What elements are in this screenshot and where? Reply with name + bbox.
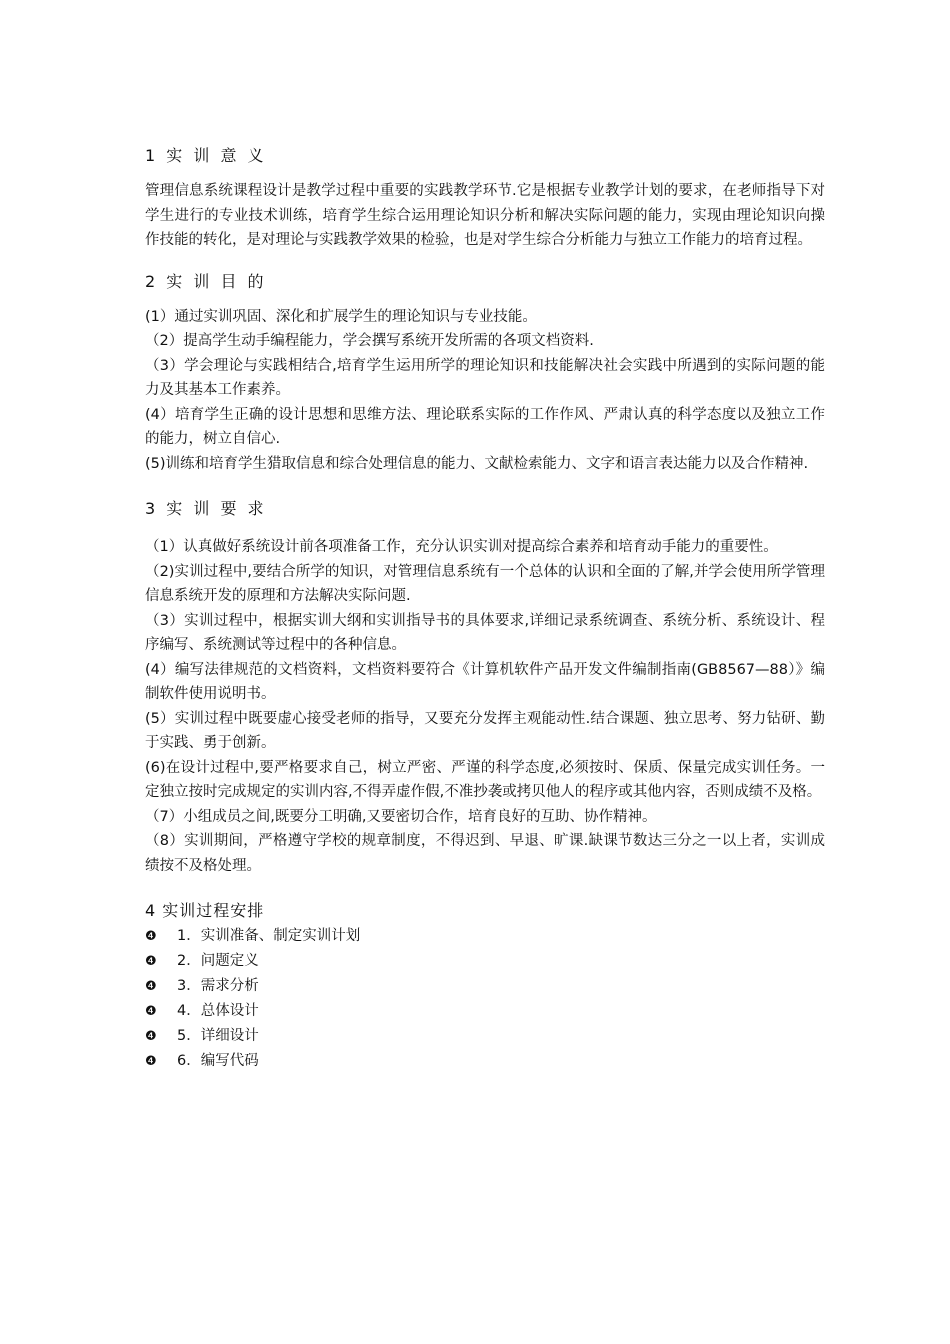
list-item: （8）实训期间，严格遵守学校的规章制度，不得迟到、早退、旷课.缺课节数达三分之一以上者，实训成绩按不及格处理。 [145, 833, 825, 874]
bullet-item [145, 924, 825, 949]
bullet-item-text: 3．需求分析 [177, 978, 259, 994]
section-2-list [145, 305, 825, 477]
list-item: （7）小组成员之间,既要分工明确,又要密切合作，培育良好的互助、协作精神。 [145, 808, 657, 825]
bullet-item-text: 1．实训准备、制定实训计划 [177, 928, 361, 944]
bullet-item [145, 1049, 825, 1074]
bullet-item [145, 1024, 825, 1049]
bullet-item-text: 4．总体设计 [177, 1003, 259, 1019]
document-page [145, 143, 825, 1074]
section-4-heading: 4 实训过程安排 [145, 901, 265, 920]
section-4-bullet-list [145, 924, 825, 1074]
list-item: （1）认真做好系统设计前各项准备工作，充分认识实训对提高综合素养和培育动手能力的重要性。 [145, 539, 778, 555]
section-1-heading: 1 实 训 意 义 [145, 146, 267, 165]
list-item: （3）实训过程中，根据实训大纲和实训指导书的具体要求,详细记录系统调查、系统分析、系统设计、程序编写、系统测试等过程中的各种信息。 [145, 612, 825, 653]
list-item: (4）编写法律规范的文档资料，文档资料要符合《计算机软件产品开发文件编制指南(GB8567—88）》编制软件使用说明书。 [145, 661, 825, 702]
bullet-item [145, 999, 825, 1024]
list-item: （3）学会理论与实践相结合,培育学生运用所学的理论知识和技能解决社会实践中所遇到的实际问题的能力及其基本工作素养。 [145, 357, 825, 398]
section-3-list [145, 535, 825, 878]
bullet-item-text: 2．问题定义 [177, 953, 259, 969]
bullet-item [145, 974, 825, 999]
bullet-item-text: 6．编写代码 [177, 1053, 259, 1069]
numbered-bullet-icon: ❹ [145, 1004, 157, 1019]
numbered-bullet-icon: ❹ [145, 1029, 157, 1044]
list-item: （2)实训过程中,要结合所学的知识，对管理信息系统有一个总体的认识和全面的了解,并学会使用所学管理信息系统开发的原理和方法解决实际问题. [145, 563, 825, 604]
section-1-paragraph: 管理信息系统课程设计是教学过程中重要的实践教学环节.它是根据专业教学计划的要求，在老师指导下对学生进行的专业技术训练，培育学生综合运用理论知识分析和解决实际问题的能力，实现由理论知识向操作技能的转化，是对理论与实践教学效果的检验，也是对学生综合分析能力与独立工作能力的培育过程。 [145, 183, 825, 248]
numbered-bullet-icon: ❹ [145, 954, 157, 969]
list-item: (5）实训过程中既要虚心接受老师的指导，又要充分发挥主观能动性.结合课题、独立思考、努力钻研、勤于实践、勇于创新。 [145, 710, 825, 751]
list-item: (4）培育学生正确的设计思想和思维方法、理论联系实际的工作作风、严肃认真的科学态度以及独立工作的能力，树立自信心. [145, 406, 825, 447]
list-item: (1）通过实训巩固、深化和扩展学生的理论知识与专业技能。 [145, 308, 537, 325]
section-2-heading: 2 实 训 目 的 [145, 271, 267, 291]
bullet-item [145, 949, 825, 974]
section-3-heading: 3 实 训 要 求 [145, 499, 267, 518]
numbered-bullet-icon: ❹ [145, 979, 157, 994]
numbered-bullet-icon: ❹ [145, 1054, 157, 1069]
list-item: (5)训练和培育学生猎取信息和综合处理信息的能力、文献检索能力、文字和语言表达能力以及合作精神. [145, 455, 809, 472]
bullet-item-text: 5．详细设计 [177, 1028, 259, 1044]
numbered-bullet-icon: ❹ [145, 929, 157, 944]
list-item: （2）提高学生动手编程能力，学会撰写系统开发所需的各项文档资料. [145, 333, 594, 349]
list-item: (6)在设计过程中,要严格要求自己，树立严密、严谨的科学态度,必须按时、保质、保量完成实训任务。一定独立按时完成规定的实训内容,不得弄虚作假,不准抄袭或拷贝他人的程序或其他内容，否则成绩不及格。 [145, 759, 825, 800]
